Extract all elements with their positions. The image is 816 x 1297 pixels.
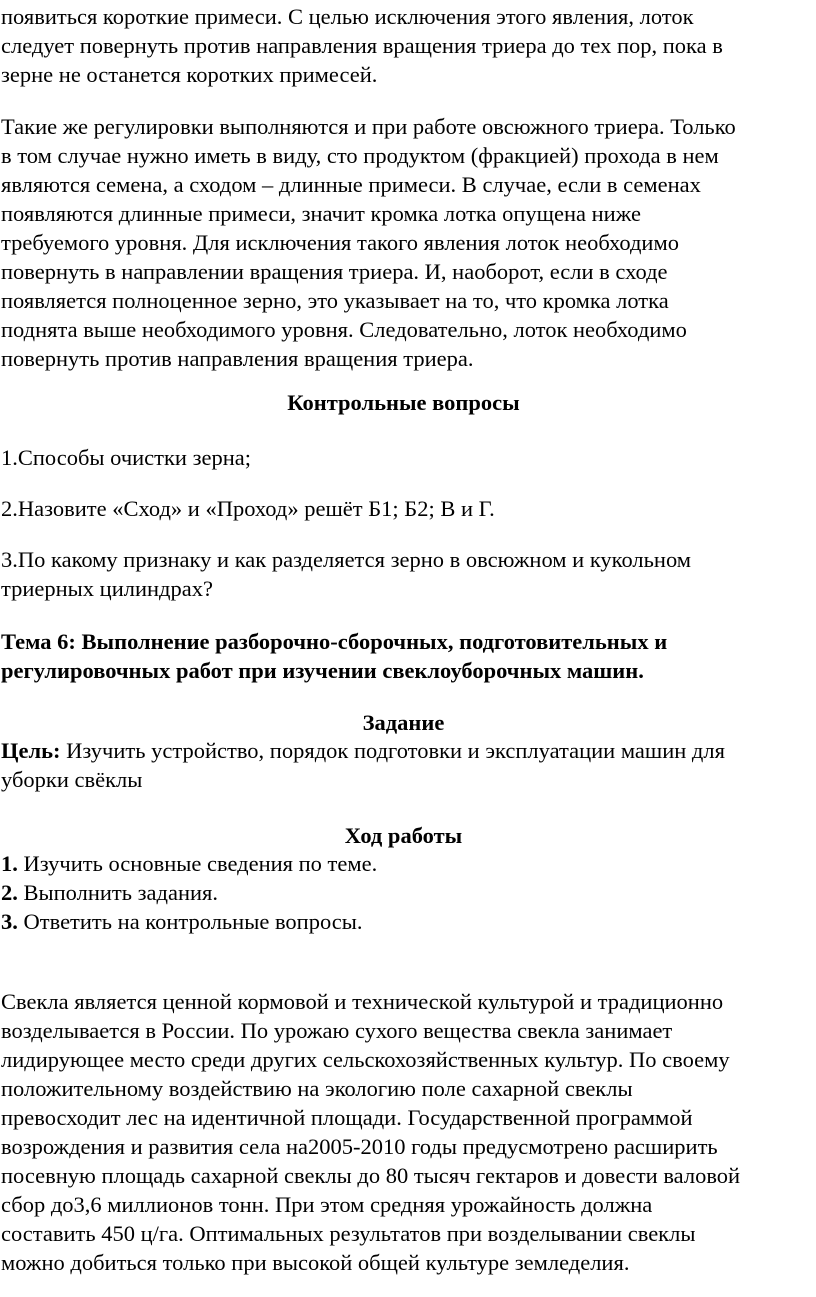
topic-title: Тема 6: Выполнение разборочно-сборочных, подготовительных и регулировочных работ при изучении свеклоуборочных машин. bbox=[1, 629, 668, 683]
step-number: 3. bbox=[1, 909, 18, 934]
goal-text: Изучить устройство, порядок подготовки и эксплуатации машин для уборки свёклы bbox=[1, 738, 725, 792]
control-questions-heading: Контрольные вопросы bbox=[287, 390, 520, 415]
control-question-1: 1.Способы очистки зерна; bbox=[1, 445, 252, 470]
task-heading: Задание bbox=[362, 710, 445, 735]
goal-paragraph bbox=[1, 736, 806, 794]
step-text: Выполнить задания. bbox=[17, 880, 219, 905]
goal-label: Цель: bbox=[1, 738, 61, 763]
workflow-heading: Ход работы bbox=[344, 823, 463, 848]
paragraph-trier-adjustment-end: появиться короткие примеси. С целью исключения этого явления, лоток следует повернуть против направления вращения триера до тех пор, пока в зерне не останется коротких примесей. bbox=[1, 4, 723, 87]
workflow-step-3 bbox=[1, 907, 806, 936]
step-text: Ответить на контрольные вопросы. bbox=[17, 909, 363, 934]
paragraph-beet-crop-intro: Свекла является ценной кормовой и технической культурой и традиционно возделывается в России. По урожаю сухого вещества свекла занимает лидирующее место среди других сельскохозяйственных культур. По своему положительному воздействию на экологию поле сахарной свеклы превосходит лес на идентичной площади. Государственной программой возрождения и развития села на2005-2010 годы предусмотрено расширить посевную площадь сахарной свеклы до 80 тысяч гектаров и довести валовой сбор до3,6 миллионов тонн. При этом средняя урожайность должна составить 450 ц/га. Оптимальных результатов при возделывании свеклы можно добиться только при высокой общей культуре земледелия. bbox=[1, 989, 741, 1275]
workflow-step-2 bbox=[1, 878, 806, 907]
workflow-step-1 bbox=[1, 849, 806, 878]
control-question-3: 3.По какому признаку и как разделяется зерно в овсюжном и кукольном триерных цилиндрах? bbox=[1, 547, 692, 601]
paragraph-oat-trier-adjustment: Такие же регулировки выполняются и при работе овсюжного триера. Только в том случае нужно иметь в виду, сто продуктом (фракцией) прохода в нем являются семена, а сходом – длинные примеси. В случае, если в семенах появляются длинные примеси, значит кромка лотка опущена ниже требуемого уровня. Для исключения такого явления лоток необходимо повернуть в направлении вращения триера. И, наоборот, если в сходе появляется полноценное зерно, это указывает на то, что кромка лотка поднята выше необходимого уровня. Следовательно, лоток необходимо повернуть против направления вращения триера. bbox=[1, 114, 736, 371]
step-number: 1. bbox=[1, 851, 18, 876]
step-number: 2. bbox=[1, 880, 18, 905]
control-question-2: 2.Назовите «Сход» и «Проход» решёт Б1; Б2; В и Г. bbox=[1, 496, 495, 521]
step-text: Изучить основные сведения по теме. bbox=[17, 851, 378, 876]
